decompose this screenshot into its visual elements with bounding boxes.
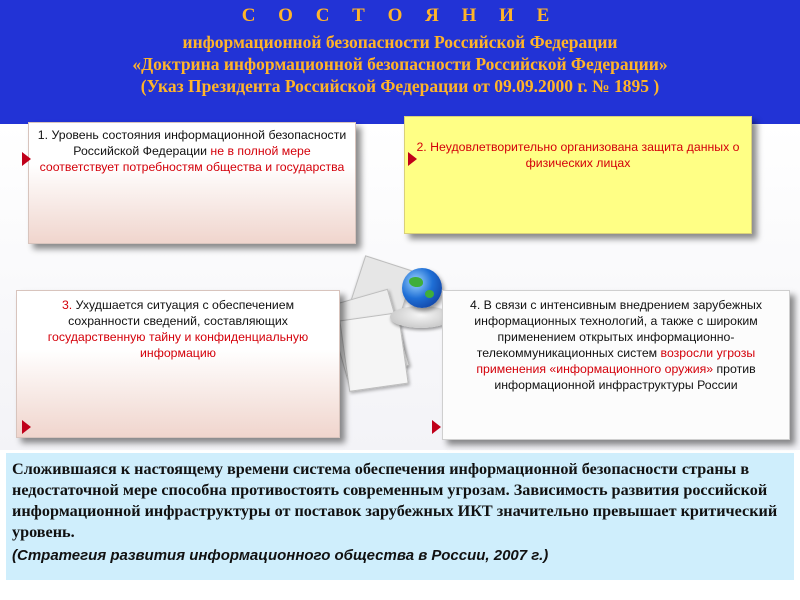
conclusion-panel	[6, 453, 794, 580]
point-4-highlight: возросли угрозы применения «информационного оружия»	[476, 346, 756, 376]
point-4-arrow-icon	[432, 420, 441, 434]
point-1-highlight: не в полной мере соответствует потребностям общества и государства	[39, 144, 345, 174]
page-title: С О С Т О Я Н И Е	[241, 5, 559, 26]
point-3-arrow-icon	[22, 420, 31, 434]
point-3-text: Ухудшается ситуация с обеспечением сохранности сведений, составляющих	[68, 298, 295, 328]
point-1-arrow-icon	[22, 152, 31, 166]
point-1-box	[28, 122, 356, 244]
globe-land-icon	[425, 290, 434, 298]
point-3-highlight: государственную тайну и конфиденциальную информацию	[47, 330, 309, 360]
point-1-text: 1. Уровень состояния информационной безопасности Российской Федерации	[37, 128, 347, 158]
point-2-box	[404, 116, 752, 234]
globe-icon	[402, 268, 442, 308]
conclusion-text: Сложившаяся к настоящему времени система обеспечения информационной безопасности страны в недостаточной мере способна противостоять современным угрозам. Зависимость развития российской информационной инфраструктуры от поставок зарубежных ИКТ значительно превышает критический уровень.	[12, 460, 778, 541]
decree-reference: (Указ Президента Российской Федерации от 09.09.2000 г. № 1895 )	[140, 76, 660, 96]
conclusion-citation: (Стратегия развития информационного общества в России, 2007 г.)	[12, 547, 549, 564]
point-2-text: 2. Неудовлетворительно организована защита данных о физических лицах	[416, 140, 740, 170]
point-3-number: 3.	[61, 298, 73, 312]
point-4-box	[442, 290, 790, 440]
header-banner	[0, 0, 800, 124]
doctrine-title: «Доктрина информационной безопасности Российской Федерации»	[132, 54, 668, 74]
point-2-arrow-icon	[408, 152, 417, 166]
point-4-text-end: против информационной инфраструктуры России	[494, 362, 756, 392]
globe-land-icon	[409, 277, 423, 287]
point-4-text: 4. В связи с интенсивным внедрением зарубежных информационных технологий, а также с широким применением открытых информационно-телекоммуникационных систем	[469, 298, 762, 360]
point-3-box	[16, 290, 340, 438]
subtitle-line: информационной безопасности Российской Федерации	[182, 32, 618, 52]
